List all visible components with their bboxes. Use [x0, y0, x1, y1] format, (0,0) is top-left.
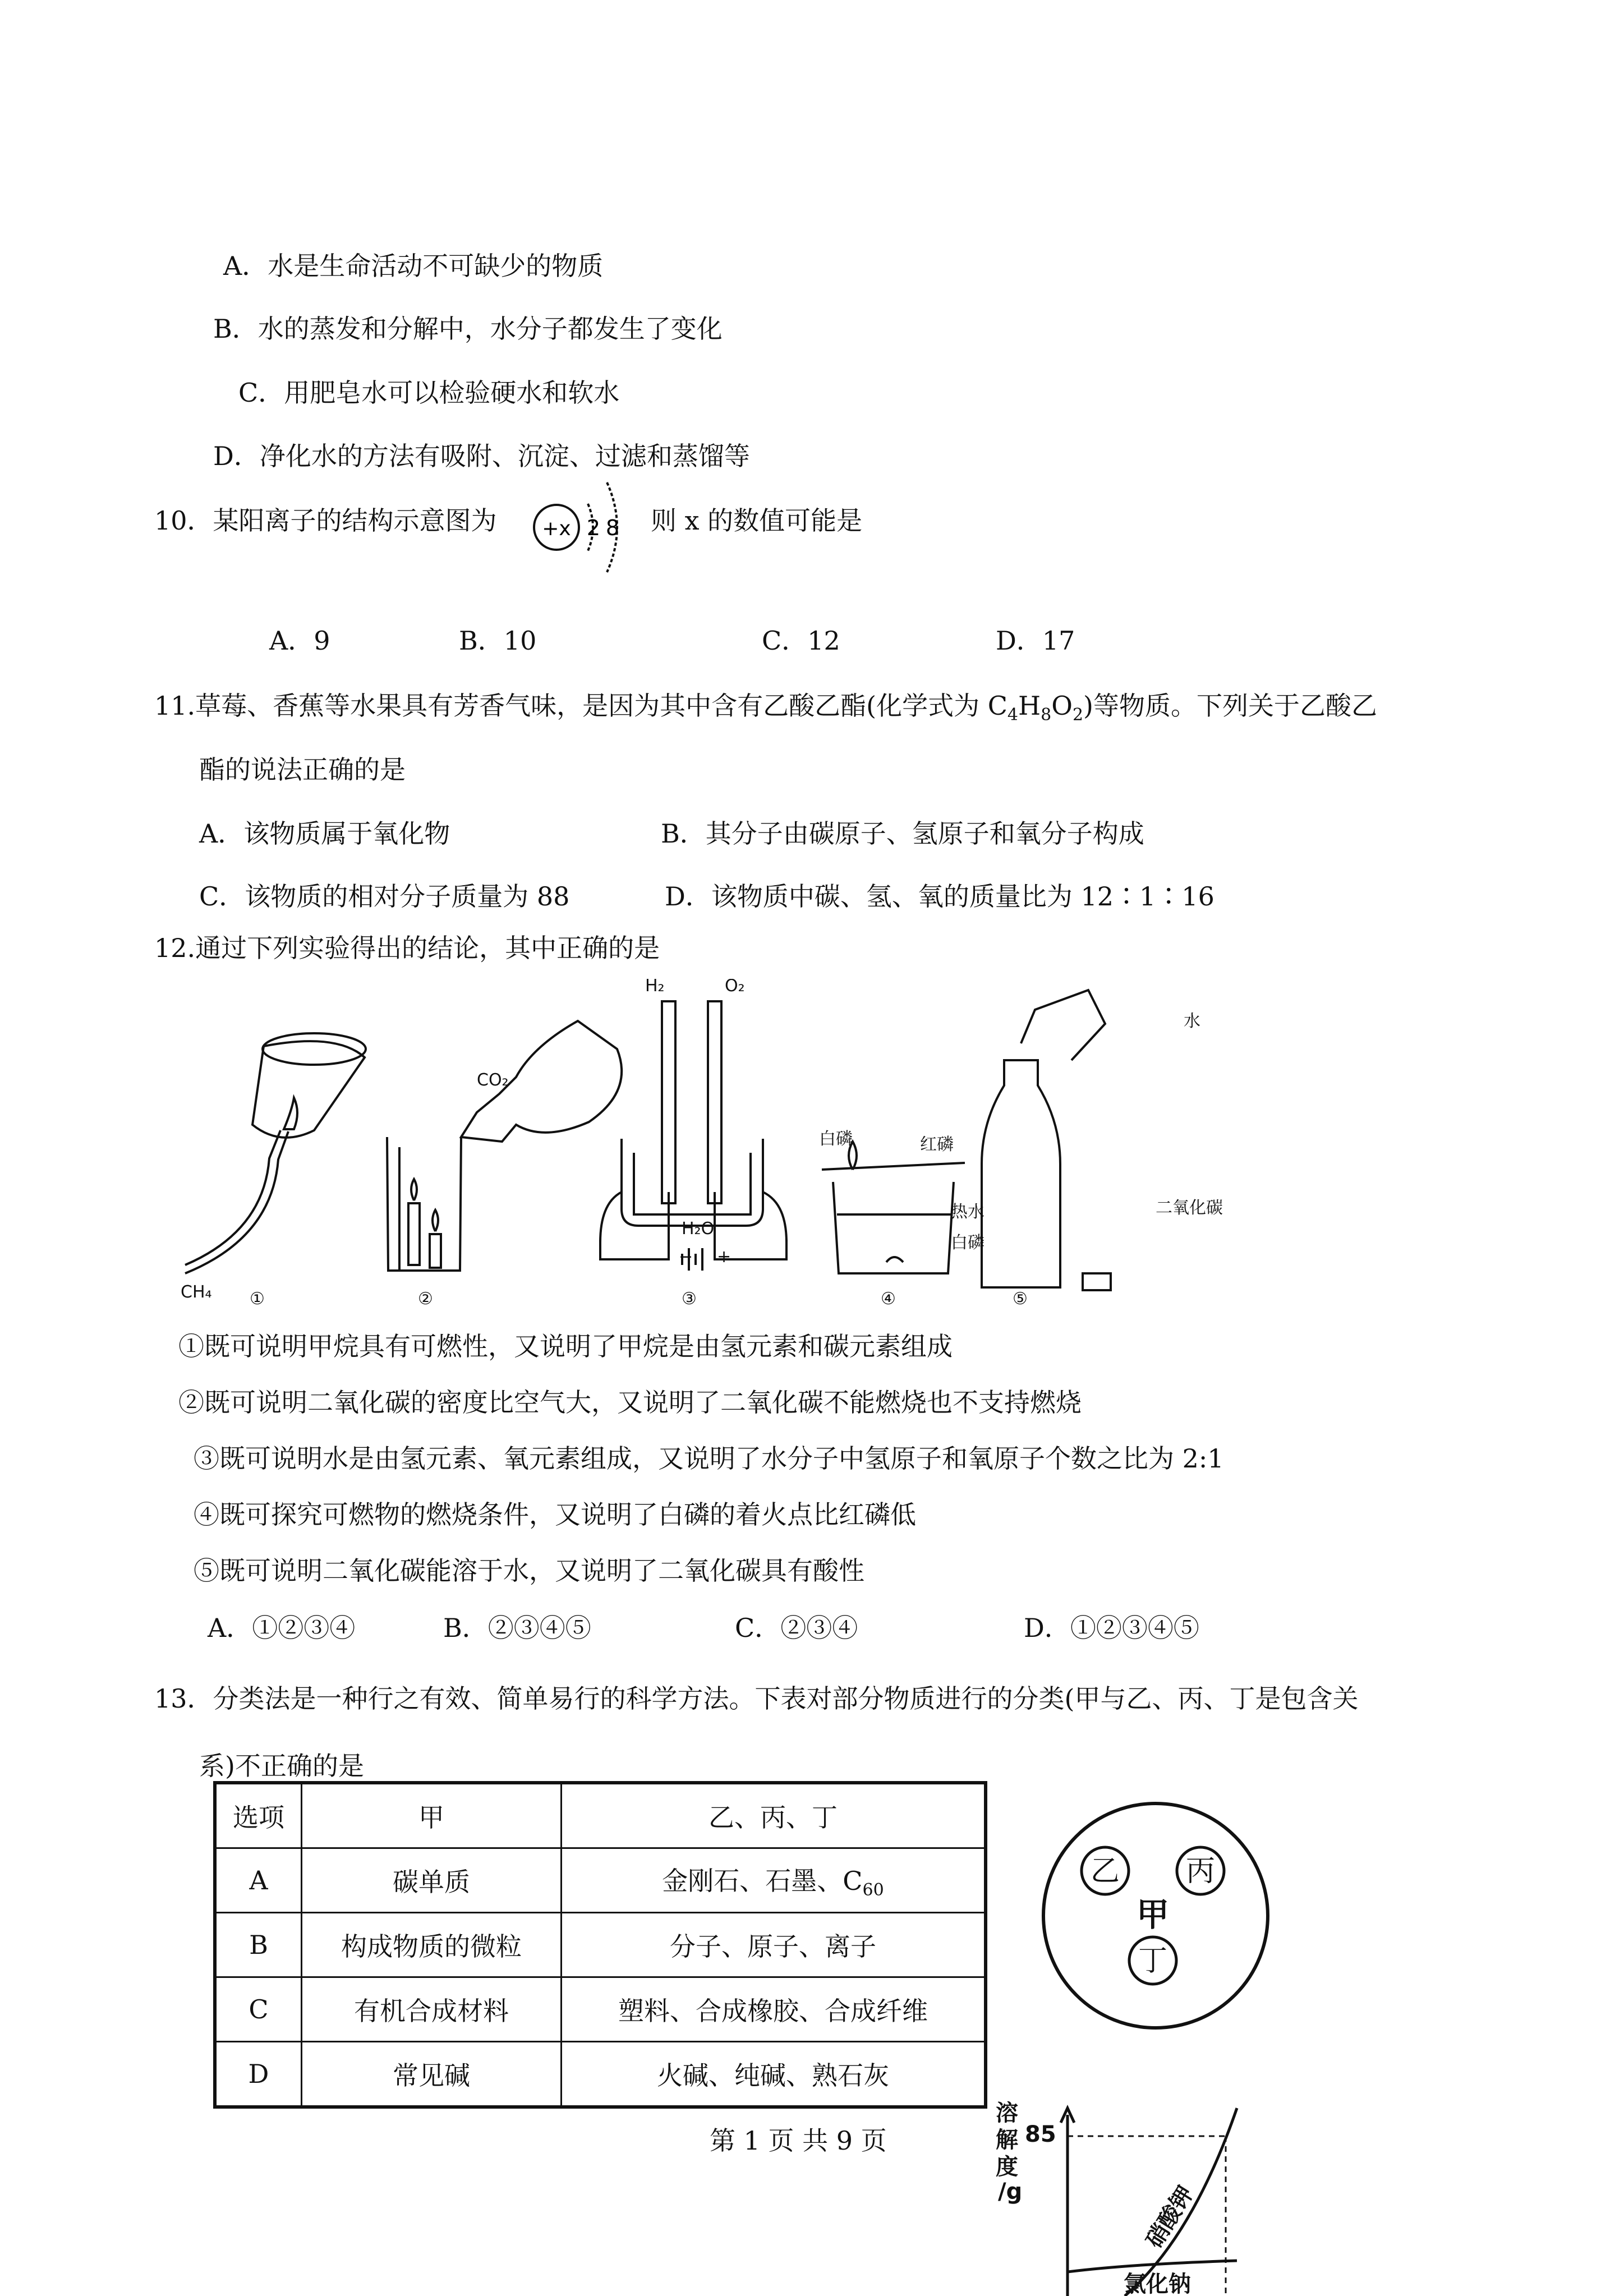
q11-stem-a: 11.草莓、香蕉等水果具有芳香气味，是因为其中含有乙酸乙酯(化学式为 C — [154, 691, 1007, 721]
row-d-jia: 常见碱 — [302, 2042, 562, 2108]
shell-1-count: 2 — [586, 516, 601, 540]
row-a-members — [562, 1848, 986, 1913]
q11-formula-h: H — [1018, 691, 1041, 721]
ylabel-char-1: 溶 — [996, 2100, 1018, 2126]
label-nacl: 氯化钠 — [1124, 2271, 1191, 2296]
venn-diagram — [1038, 1798, 1273, 2033]
q11-stem-b: )等物质。下列关于乙酸乙 — [1083, 691, 1377, 721]
q11-stem-line2: 酯的说法正确的是 — [199, 754, 406, 785]
table-header-row — [215, 1783, 986, 1848]
q9-option-b: B．水的蒸发和分解中，水分子都发生了变化 — [213, 314, 723, 344]
table-row — [215, 1977, 986, 2042]
row-b-members: 分子、原子、离子 — [562, 1913, 986, 1977]
header-jia: 甲 — [302, 1783, 562, 1848]
exp5-bottle — [982, 990, 1111, 1290]
label-white-p-top: 白磷 — [819, 1129, 853, 1149]
label-h2o: H₂O — [682, 1219, 715, 1239]
label-co2-bottle: CO₂ — [477, 1070, 509, 1090]
label-exp-5: ⑤ — [1013, 1289, 1028, 1309]
label-co2-cn: 二氧化碳 — [1156, 1198, 1223, 1218]
row-c-option: C — [215, 1977, 302, 2042]
venn-label-yi: 乙 — [1090, 1855, 1120, 1888]
row-a-jia: 碳单质 — [302, 1848, 562, 1913]
label-h2: H₂ — [645, 979, 665, 996]
q11-option-a: A．该物质属于氧化物 — [199, 818, 450, 849]
header-yi-bing-ding: 乙、丙、丁 — [562, 1783, 986, 1848]
row-d-option: D — [215, 2042, 302, 2108]
q12-option-c: C．②③④ — [735, 1613, 858, 1643]
q10-stem-a: 10．某阳离子的结构示意图为 — [154, 505, 497, 536]
exp2-pouring-co2 — [387, 1021, 622, 1271]
exp4-phosphorus — [822, 1142, 965, 1273]
exp1-inverted-beaker — [185, 1033, 366, 1273]
solubility-graph — [990, 2098, 1254, 2296]
q13-stem-line2: 系)不正确的是 — [199, 1751, 364, 1781]
q11-option-b: B．其分子由碳原子、氢原子和氧分子构成 — [661, 818, 1144, 849]
table-row — [215, 1913, 986, 1977]
label-exp-1: ① — [250, 1289, 265, 1309]
label-kno3: 硝酸钾 — [1141, 2182, 1199, 2253]
nucleus-charge: +x — [542, 517, 571, 540]
q9-option-d: D．净化水的方法有吸附、沉淀、过滤和蒸馏等 — [213, 441, 750, 471]
ion-structure-diagram — [527, 471, 640, 583]
label-exp-2: ② — [418, 1289, 433, 1309]
row-b-jia: 构成物质的微粒 — [302, 1913, 562, 1977]
q11-formula-sub-4: 4 — [1007, 705, 1019, 725]
q10-option-c: C．12 — [762, 625, 840, 656]
row-c-members: 塑料、合成橡胶、合成纤维 — [562, 1977, 986, 2042]
page-footer: 第 1 页 共 9 页 — [710, 2125, 887, 2156]
q12-stem: 12.通过下列实验得出的结论，其中正确的是 — [154, 933, 660, 963]
label-o2: O₂ — [725, 979, 745, 996]
q11-option-d: D．该物质中碳、氢、氧的质量比为 12∶1∶16 — [665, 881, 1214, 912]
header-option: 选项 — [215, 1783, 302, 1848]
ylabel-char-2: 解 — [996, 2127, 1018, 2153]
q10-option-a: A．9 — [269, 625, 330, 656]
venn-label-bing: 丙 — [1185, 1855, 1216, 1888]
q12-option-d: D．①②③④⑤ — [1024, 1613, 1199, 1643]
q10-option-d: D．17 — [996, 625, 1075, 656]
table-row — [215, 2042, 986, 2108]
q11-option-c: C．该物质的相对分子质量为 88 — [199, 881, 570, 912]
q11-stem-line1 — [154, 689, 1377, 732]
q12-statement-2: ②既可说明二氧化碳的密度比空气大，又说明了二氧化碳不能燃烧也不支持燃烧 — [178, 1387, 1082, 1418]
row-b-option: B — [215, 1913, 302, 1977]
q12-statement-5: ⑤既可说明二氧化碳能溶于水，又说明了二氧化碳具有酸性 — [194, 1556, 864, 1586]
label-plus: + — [717, 1247, 732, 1267]
row-a-option: A — [215, 1848, 302, 1913]
q11-formula-sub-8: 8 — [1041, 705, 1052, 725]
label-water: 水 — [1184, 1011, 1200, 1031]
table-row — [215, 1848, 986, 1913]
q12-statement-1: ①既可说明甲烷具有可燃性，又说明了甲烷是由氢元素和碳元素组成 — [178, 1331, 953, 1361]
label-exp-3: ③ — [682, 1289, 697, 1309]
label-minus: − — [679, 1247, 693, 1267]
classification-table — [213, 1781, 987, 2109]
ylabel-char-3: 度 — [996, 2154, 1018, 2180]
label-white-p-bottom: 白磷 — [951, 1233, 984, 1253]
label-hot-water: 热水 — [951, 1202, 984, 1222]
q11-formula-o: O — [1051, 691, 1073, 721]
ylabel-char-4: /g — [998, 2179, 1023, 2205]
q12-statement-3: ③既可说明水是由氢元素、氧元素组成，又说明了水分子中氢原子和氧原子个数之比为 2:1 — [194, 1443, 1224, 1474]
q11-formula-sub-2: 2 — [1072, 705, 1084, 725]
q10-stem-b: 则 x 的数值可能是 — [651, 505, 863, 536]
q9-option-a: A．水是生命活动不可缺少的物质 — [223, 251, 604, 281]
shell-2-count: 8 — [605, 516, 620, 540]
venn-label-jia: 甲 — [1136, 1895, 1170, 1934]
venn-label-ding: 丁 — [1138, 1944, 1168, 1978]
q12-option-b: B．②③④⑤ — [443, 1613, 591, 1643]
row-a-c60-sub: 60 — [862, 1880, 884, 1901]
q13-stem-line1: 13．分类法是一种行之有效、简单易行的科学方法。下表对部分物质进行的分类(甲与乙、丙、丁是包含关 — [154, 1683, 1359, 1714]
label-red-p: 红磷 — [920, 1135, 954, 1154]
row-c-jia: 有机合成材料 — [302, 1977, 562, 2042]
tick-85: 85 — [1025, 2122, 1056, 2147]
row-a-members-text: 金刚石、石墨、C — [662, 1865, 863, 1896]
label-ch4: CH₄ — [181, 1282, 212, 1302]
row-d-members: 火碱、纯碱、熟石灰 — [562, 2042, 986, 2108]
q12-experiments-figure — [174, 979, 1240, 1310]
q12-option-a: A．①②③④ — [208, 1613, 356, 1643]
q9-option-c: C．用肥皂水可以检验硬水和软水 — [238, 378, 620, 408]
label-exp-4: ④ — [881, 1289, 896, 1309]
q10-option-b: B．10 — [459, 625, 537, 656]
q12-statement-4: ④既可探究可燃物的燃烧条件，又说明了白磷的着火点比红磷低 — [194, 1499, 916, 1530]
